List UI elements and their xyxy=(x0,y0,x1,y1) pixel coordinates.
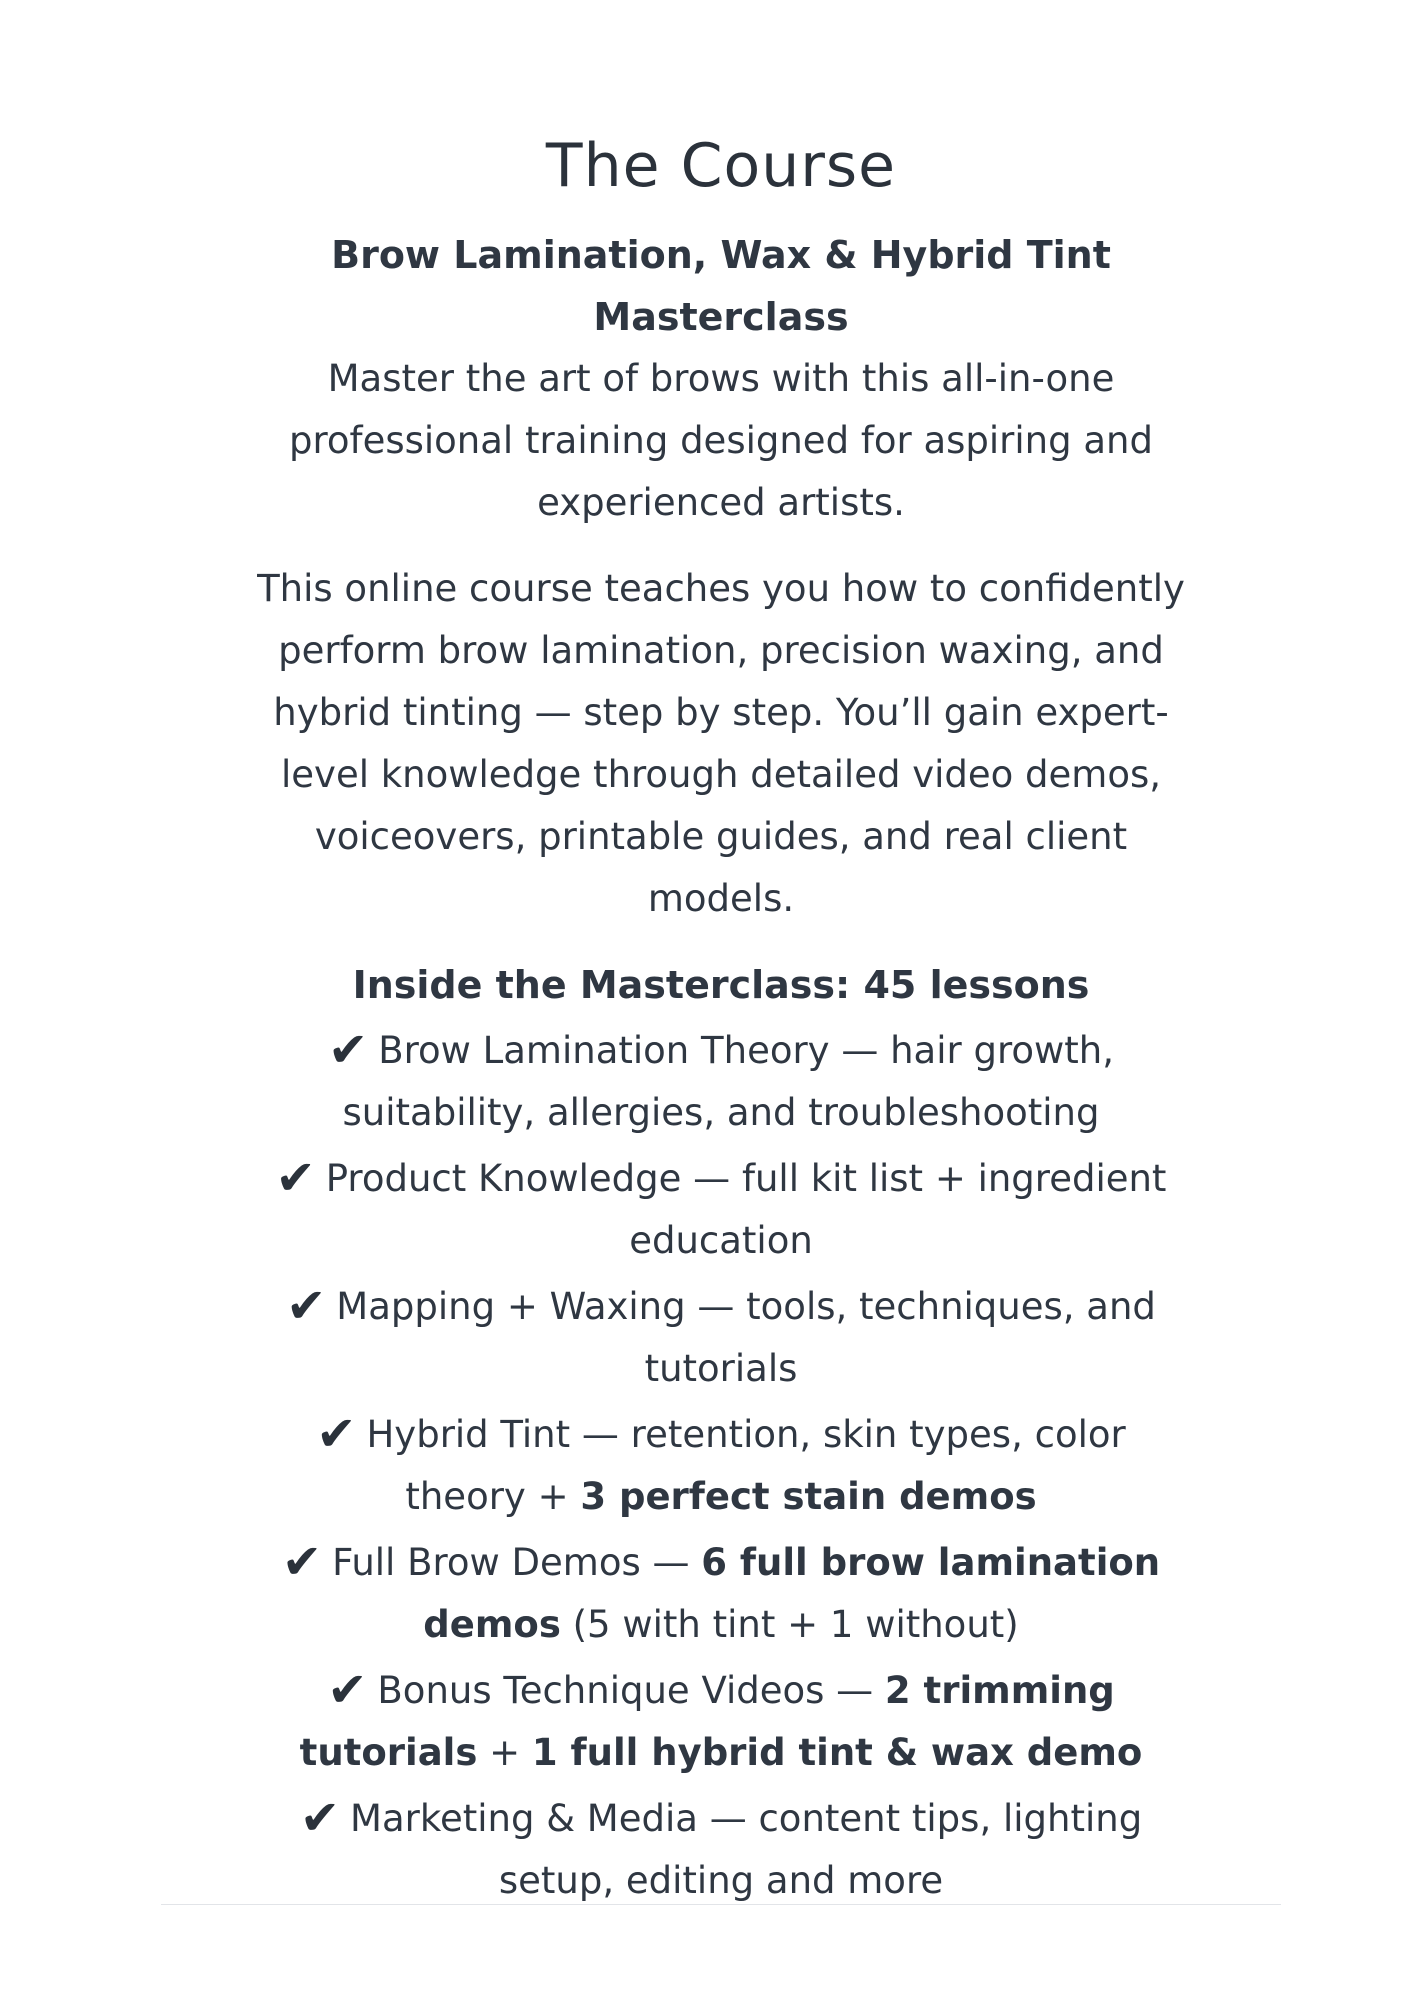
item-text: tools, techniques, and tutorials xyxy=(644,1285,1156,1390)
item-label: Product Knowledge xyxy=(325,1157,682,1200)
list-item-hybrid-tint xyxy=(251,1400,1191,1528)
list-item-bonus-technique-videos xyxy=(251,1656,1191,1784)
section-divider xyxy=(161,1904,1281,1905)
item-separator: — xyxy=(697,1797,759,1840)
item-text: hair growth, suitability, allergies, and troubleshooting xyxy=(342,1029,1114,1134)
item-text: + xyxy=(477,1731,532,1774)
item-label: Brow Lamination Theory xyxy=(378,1029,830,1072)
item-label: Full Brow Demos xyxy=(332,1541,641,1584)
item-separator: — xyxy=(640,1541,702,1584)
item-separator: — xyxy=(570,1413,631,1456)
item-text: content tips, lighting setup, editing and more xyxy=(498,1797,1143,1902)
course-intro: Master the art of brows with this all-in-one professional training designed for aspiring and experienced artists. xyxy=(289,357,1153,524)
item-label: Bonus Technique Videos xyxy=(377,1669,825,1712)
list-item-product-knowledge xyxy=(251,1144,1191,1272)
checkmark-icon: ✔ xyxy=(275,1150,316,1206)
item-highlight: 6 full brow lamination demos xyxy=(423,1541,1161,1646)
course-content xyxy=(161,0,1281,1904)
list-item-marketing-media xyxy=(251,1784,1191,1904)
item-separator: — xyxy=(681,1157,742,1200)
course-name: Brow Lamination, Wax & Hybrid Tint Masterclass xyxy=(331,233,1111,339)
checkmark-icon: ✔ xyxy=(299,1790,341,1846)
item-highlight: 3 perfect stain demos xyxy=(580,1475,1037,1518)
checkmark-icon: ✔ xyxy=(327,1662,368,1718)
item-text: (5 with tint + 1 without) xyxy=(560,1603,1019,1646)
list-item-mapping-waxing xyxy=(251,1272,1191,1400)
list-item-full-brow-demos xyxy=(251,1528,1191,1656)
item-separator: — xyxy=(685,1285,747,1328)
checkmark-icon: ✔ xyxy=(281,1534,323,1590)
lessons-heading: Inside the Masterclass: 45 lessons xyxy=(352,963,1090,1007)
list-item-brow-lamination-theory xyxy=(251,1016,1191,1144)
item-label: Hybrid Tint xyxy=(366,1413,571,1456)
item-text: full kit list + ingredient education xyxy=(629,1157,1167,1262)
course-description: This online course teaches you how to confidently perform brow lamination, precision waxing, and hybrid tinting — step by step. You’ll gain expert-level knowledge through detailed video demos, voiceovers, printable guides, and real client models. xyxy=(257,567,1185,920)
page-title: The Course xyxy=(545,131,897,201)
checkmark-icon: ✔ xyxy=(286,1278,327,1334)
item-separator: — xyxy=(824,1669,885,1712)
item-label: Marketing & Media xyxy=(350,1797,698,1840)
item-text: retention, skin types, color theory + xyxy=(405,1413,1126,1518)
checkmark-icon: ✔ xyxy=(316,1406,357,1462)
checkmark-icon: ✔ xyxy=(327,1022,369,1078)
item-highlight: 2 trimming tutorials xyxy=(299,1669,1115,1774)
item-separator: — xyxy=(829,1029,891,1072)
item-highlight: 1 full hybrid tint & wax demo xyxy=(531,1731,1143,1774)
item-label: Mapping + Waxing xyxy=(336,1285,686,1328)
